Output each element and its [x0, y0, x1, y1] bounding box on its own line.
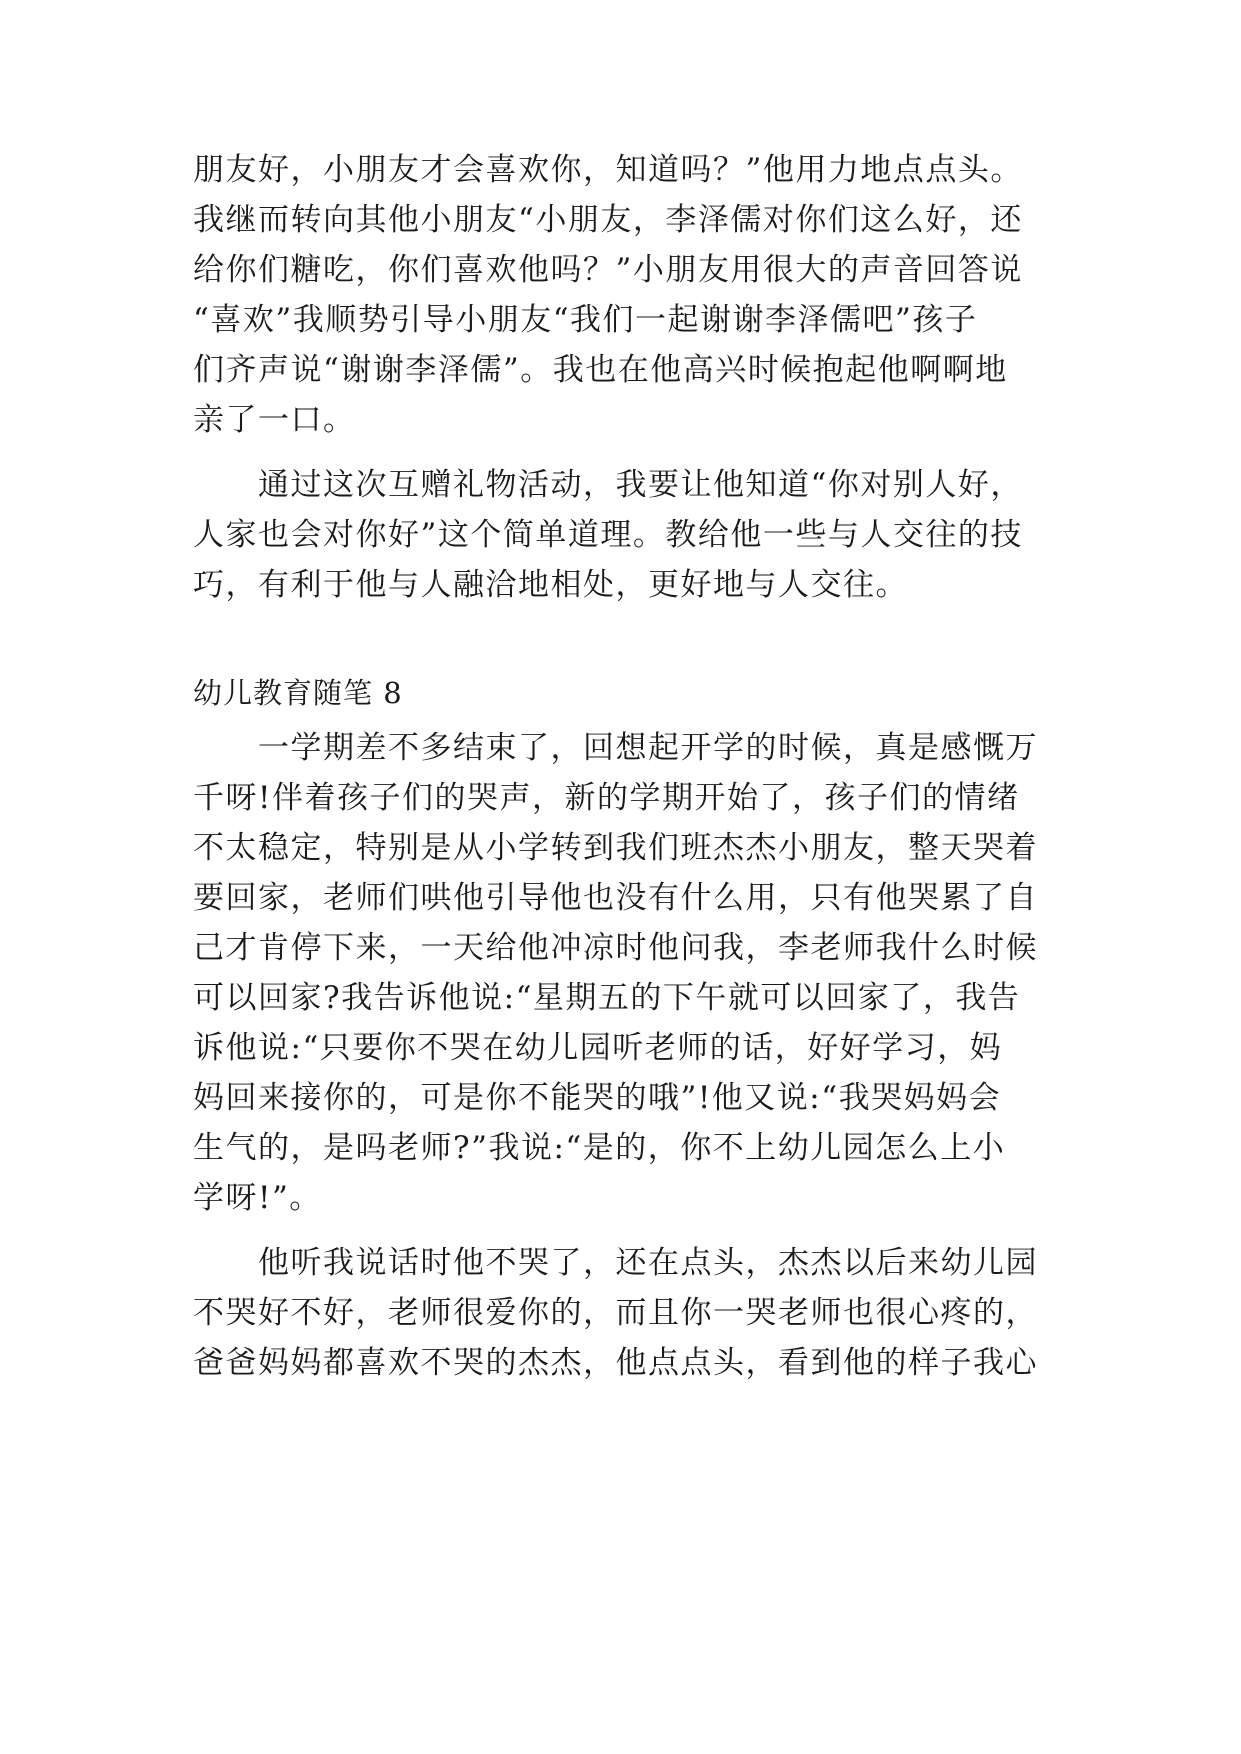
paragraph-line: 朋友好，小朋友才会喜欢你，知道吗？”他用力地点点头。: [193, 152, 1023, 188]
paragraph-line: 己才肯停下来，一天给他冲凉时他问我，李老师我什么时候: [193, 930, 1038, 966]
paragraph-line: 生气的，是吗老师?”我说:“是的，你不上幼儿园怎么上小: [193, 1130, 1006, 1166]
paragraph-line: 学呀!”。: [193, 1180, 322, 1216]
paragraph-line: 不太稳定，特别是从小学转到我们班杰杰小朋友，整天哭着: [193, 830, 1038, 866]
paragraph-line: 亲了一口。: [193, 402, 356, 438]
paragraph-line: 们齐声说“谢谢李泽儒”。我也在他高兴时候抱起他啊啊地: [193, 352, 1008, 388]
paragraph-line: 不哭好不好，老师很爱你的，而且你一哭老师也很心疼的，: [193, 1295, 1038, 1331]
paragraph-line: 要回家，老师们哄他引导他也没有什么用，只有他哭累了自: [193, 880, 1038, 916]
paragraph-line: 一学期差不多结束了，回想起开学的时候，真是感慨万: [258, 730, 1038, 766]
paragraph-line: 千呀!伴着孩子们的哭声，新的学期开始了，孩子们的情绪: [193, 780, 1020, 816]
section-title: 幼儿教育随笔 8: [193, 676, 403, 710]
paragraph-line: 巧，有利于他与人融洽地相处，更好地与人交往。: [193, 567, 908, 603]
paragraph-line: 通过这次互赠礼物活动，我要让他知道“你对别人好，: [258, 467, 1023, 503]
paragraph-line: 我继而转向其他小朋友“小朋友，李泽儒对你们这么好，还: [193, 202, 1023, 238]
paragraph-line: 给你们糖吃，你们喜欢他吗？”小朋友用很大的声音回答说: [193, 252, 1023, 288]
paragraph-line: 可以回家?我告诉他说:“星期五的下午就可以回家了，我告: [193, 980, 1021, 1016]
paragraph-line: 爸爸妈妈都喜欢不哭的杰杰，他点点头，看到他的样子我心: [193, 1345, 1038, 1381]
paragraph-line: 他听我说话时他不哭了，还在点头，杰杰以后来幼儿园: [258, 1245, 1038, 1281]
paragraph-line: 诉他说:“只要你不哭在幼儿园听老师的话，好好学习，妈: [193, 1030, 1003, 1066]
paragraph-line: “喜欢”我顺势引导小朋友“我们一起谢谢李泽儒吧”孩子: [193, 302, 978, 338]
paragraph-line: 人家也会对你好”这个简单道理。教给他一些与人交往的技: [193, 517, 1023, 553]
paragraph-line: 妈回来接你的，可是你不能哭的哦”!他又说:“我哭妈妈会: [193, 1080, 1002, 1116]
